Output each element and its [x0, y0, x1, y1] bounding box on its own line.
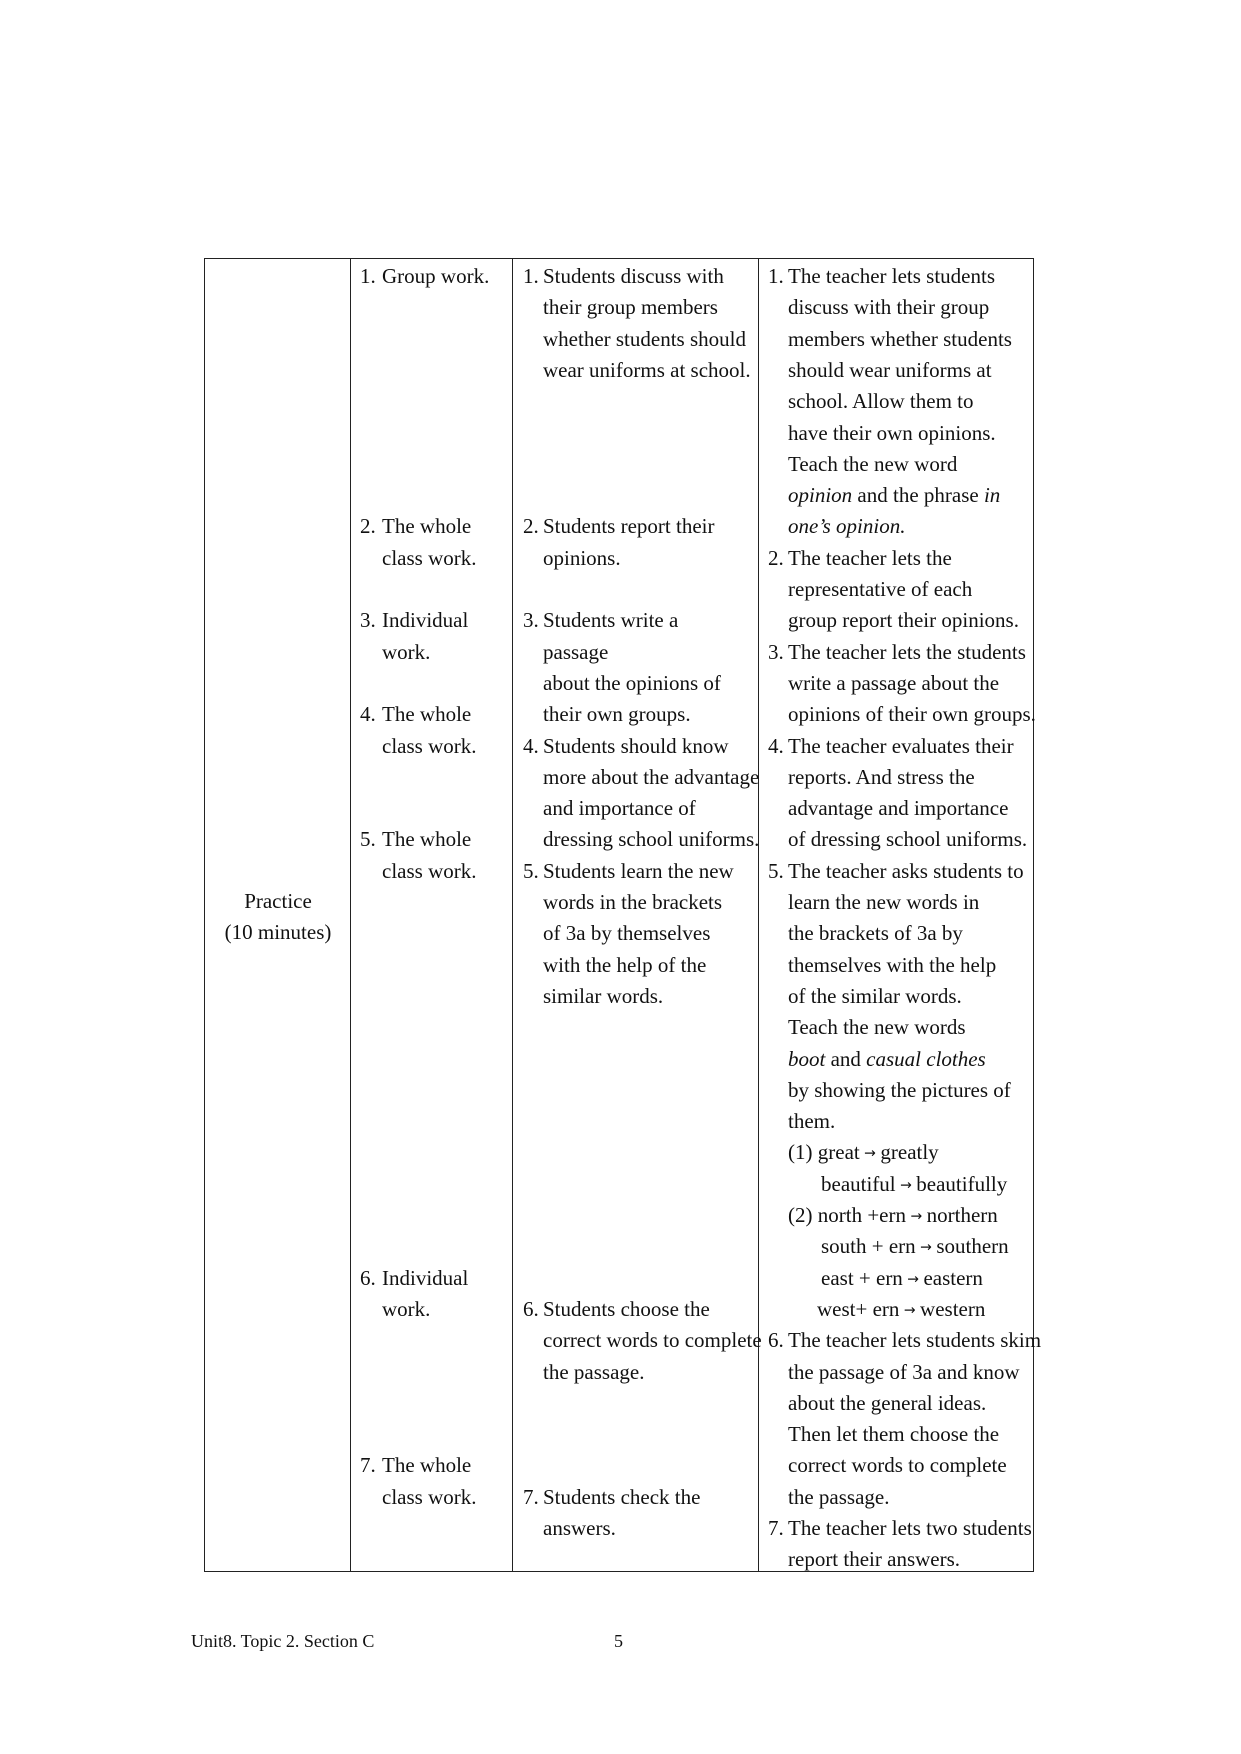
item-line: Students write a — [543, 608, 679, 633]
item-number: 6. — [768, 1328, 784, 1353]
item-line: The whole — [382, 1453, 472, 1478]
item-line: the passage. — [788, 1484, 890, 1509]
item-number: 6. — [360, 1265, 376, 1290]
item-line: The whole — [382, 514, 472, 539]
item-line: similar words. — [543, 983, 664, 1008]
item-line: The teacher asks students to — [788, 858, 1024, 883]
word-derivation: (1) great → greatly — [788, 1140, 939, 1165]
item-line: discuss with their group — [788, 295, 990, 320]
italic-phrase: casual clothes — [866, 1046, 986, 1071]
item-line: correct words to complete — [543, 1328, 762, 1353]
item-line: of 3a by themselves — [543, 921, 711, 946]
item-line: school. Allow them to — [788, 389, 974, 414]
item-line: the brackets of 3a by — [788, 921, 963, 946]
item-number: 5. — [523, 858, 539, 883]
item-line: Students report their — [543, 514, 715, 539]
item-line: Individual — [382, 608, 469, 633]
item-line: class work. — [382, 733, 477, 758]
item-line: work. — [382, 1296, 431, 1321]
item-line: more about the advantage — [543, 764, 760, 789]
item-line: members whether students — [788, 326, 1012, 351]
item-line: wear uniforms at school. — [543, 357, 751, 382]
item-number: 3. — [768, 639, 784, 664]
item-number: 4. — [768, 733, 784, 758]
item-line: the passage of 3a and know — [788, 1359, 1020, 1384]
item-line: Students choose the — [543, 1296, 710, 1321]
item-line: should wear uniforms at — [788, 357, 992, 382]
word-derivation: beautiful → beautifully — [821, 1171, 1008, 1196]
item-line: dressing school uniforms. — [543, 827, 760, 852]
item-number: 7. — [360, 1453, 376, 1478]
word-derivation: (2) north +ern → northern — [788, 1203, 998, 1227]
item-number: 5. — [360, 827, 376, 852]
italic-word: boot — [788, 1046, 826, 1071]
item-line: Students should know — [543, 733, 729, 758]
item-line: themselves with the help — [788, 952, 997, 977]
arrow-icon: → — [902, 1271, 924, 1288]
item-line: The teacher lets the students — [788, 639, 1026, 664]
item-line: their own groups. — [543, 702, 691, 727]
item-line: The teacher evaluates their — [788, 733, 1014, 758]
item-line: work. — [382, 639, 431, 664]
lesson-table — [204, 258, 1042, 1572]
item-line: by showing the pictures of — [788, 1077, 1011, 1102]
item-line: have their own opinions. — [788, 420, 996, 445]
item-number: 1. — [768, 264, 784, 288]
stage-name: Practice — [244, 889, 312, 913]
footer-title: Unit8. Topic 2. Section C — [191, 1631, 375, 1651]
item-line: of the similar words. — [788, 983, 962, 1008]
page-number: 5 — [614, 1631, 623, 1651]
item-number: 4. — [523, 733, 539, 758]
column-divider — [512, 259, 513, 1571]
item-number: 3. — [523, 608, 539, 633]
item-line: The teacher lets two students — [788, 1516, 1032, 1540]
word-derivation: east + ern → eastern — [821, 1265, 983, 1290]
item-number: 4. — [360, 702, 376, 727]
item-line: correct words to complete — [788, 1453, 1007, 1478]
item-line: whether students should — [543, 326, 746, 351]
column-divider — [758, 259, 759, 1571]
item-number: 6. — [523, 1296, 539, 1321]
item-line: one’s opinion. — [788, 514, 906, 539]
item-number: 5. — [768, 858, 784, 883]
word-derivation: west+ ern → western — [817, 1296, 986, 1321]
item-line: opinion and the phrase in — [788, 483, 1001, 508]
item-line: Students discuss with — [543, 264, 724, 288]
item-line: passage — [543, 639, 609, 664]
item-line: Teach the new word — [788, 451, 958, 476]
item-line: report their answers. — [788, 1547, 961, 1572]
arrow-icon: → — [915, 1239, 937, 1256]
item-line: learn the new words in — [788, 890, 980, 914]
item-line: of dressing school uniforms. — [788, 827, 1028, 852]
item-line: opinions of their own groups. — [788, 702, 1036, 727]
item-line: The whole — [382, 702, 472, 727]
item-line: class work. — [382, 858, 477, 883]
item-line: their group members — [543, 295, 718, 320]
item-line: boot and casual clothes — [788, 1046, 986, 1071]
item-line: write a passage about the — [788, 670, 1000, 695]
item-line: Students learn the new — [543, 858, 734, 883]
item-line: Group work. — [382, 264, 490, 288]
item-line: about the general ideas. — [788, 1390, 987, 1415]
arrow-icon: → — [899, 1302, 921, 1319]
arrow-icon: → — [895, 1177, 917, 1194]
item-line: group report their opinions. — [788, 608, 1019, 633]
arrow-icon: → — [906, 1208, 927, 1225]
item-number: 2. — [523, 514, 539, 539]
item-line: them. — [788, 1109, 836, 1134]
item-line: The teacher lets students skim — [788, 1328, 1042, 1353]
item-number: 2. — [360, 514, 376, 539]
item-line: with the help of the — [543, 952, 707, 977]
item-line: Individual — [382, 1265, 469, 1290]
item-line: reports. And stress the — [788, 764, 975, 789]
item-line: class work. — [382, 545, 477, 570]
stage-duration: (10 minutes) — [224, 920, 332, 945]
item-line: class work. — [382, 1484, 477, 1509]
italic-word: opinion — [788, 483, 853, 508]
item-line: opinions. — [543, 545, 621, 570]
item-line: words in the brackets — [543, 890, 723, 914]
item-number: 7. — [768, 1516, 784, 1540]
item-line: and importance of — [543, 796, 696, 821]
item-line: The teacher lets students — [788, 264, 996, 288]
word-derivation: south + ern → southern — [821, 1234, 1009, 1259]
item-line: Then let them choose the — [788, 1422, 1000, 1447]
item-number: 7. — [523, 1484, 539, 1509]
item-line: answers. — [543, 1516, 616, 1540]
item-line: the passage. — [543, 1359, 645, 1384]
item-number: 1. — [523, 264, 539, 288]
item-line: advantage and importance — [788, 796, 1009, 821]
item-line: The whole — [382, 827, 472, 852]
item-line: Students check the — [543, 1484, 701, 1509]
item-number: 2. — [768, 545, 784, 570]
arrow-icon: → — [859, 1145, 881, 1162]
stage-cell — [205, 886, 351, 949]
item-line: The teacher lets the — [788, 545, 952, 570]
item-number: 3. — [360, 608, 376, 633]
item-line: Teach the new words — [788, 1015, 966, 1040]
item-number: 1. — [360, 264, 376, 288]
item-line: about the opinions of — [543, 670, 721, 695]
item-line: representative of each — [788, 577, 973, 601]
